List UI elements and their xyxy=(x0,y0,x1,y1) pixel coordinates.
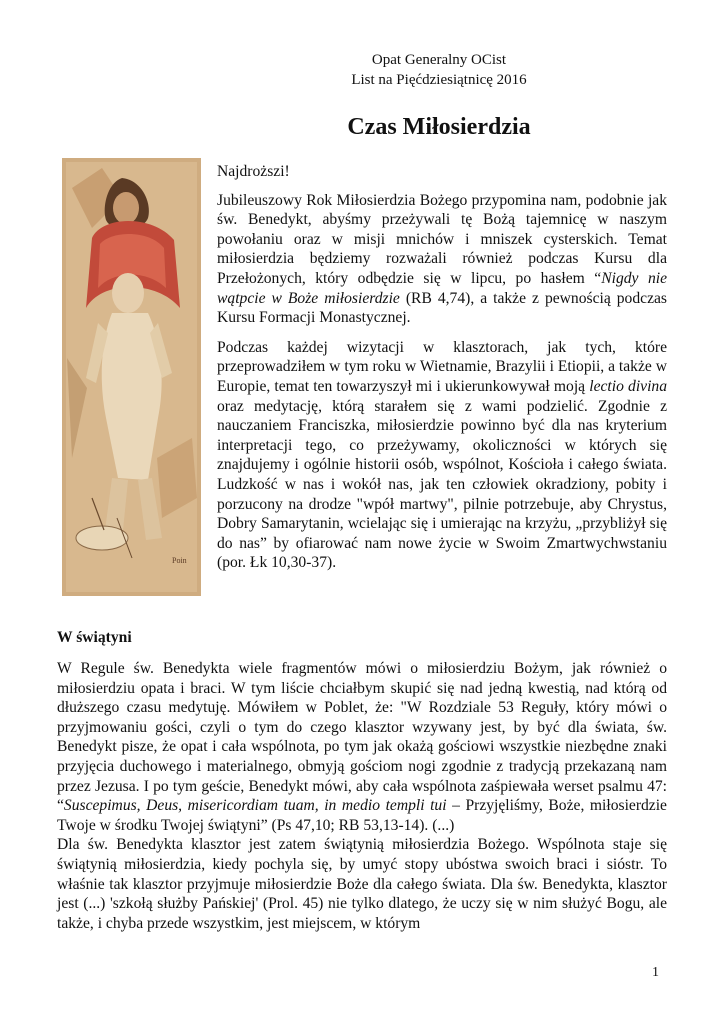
painting-image xyxy=(62,158,201,596)
page-title: Czas Miłosierdzia xyxy=(347,114,531,140)
intro-paragraph-2: Podczas każdej wizytacji w klasztorach, jak tych, które przeprowadziłem w tym roku w Wietnamie, Brazylii i Etiopii, a także w Europie, temat ten towarzyszył mi i ukierunkowywał moją lectio divina oraz medytację, którą starałem się z wami podzielić. Zgodnie z nauczaniem Franciszka, miłosierdzie powinno być dla nas kryterium interpretacji tego, co przeżywamy, okoliczności w których się znajdujemy i ogólnie historii osób, wspólnot, Kościoła i całego świata. Ludzkość w nas i wokół nas, jak ten człowiek okradziony, pobity i porzucony na drodze "wpół martwy", pilnie potrzebuje, aby Chrystus, Dobry Samarytanin, wcielając się i umierając na krzyżu, „przybliżył się do nas” by ofiarować nam nowe życie w Swoim Zmartwychwstaniu (por. Łk 10,30-37). xyxy=(217,338,667,572)
header-subtitle: List na Pięćdziesiątnicę 2016 xyxy=(351,72,527,88)
intro-paragraph-1: Jubileuszowy Rok Miłosierdzia Bożego przypomina nam, podobnie jak św. Benedykt, abyśmy przeżywali tę Bożą tajemnicę w naszym powołaniu oraz w misji mnichów i mniszek cysterskich. Temat miłosierdzia będziemy rozważali również podczas Kursu dla Przełożonych, który odbędzie się w lipcu, po hasłem “Nigdy nie wątpcie w Boże miłosierdzie (RB 4,74), a także z pewnością podczas Kursu Formacji Monastycznej. xyxy=(217,191,668,327)
section-paragraph-2: Dla św. Benedykta klasztor jest zatem świątynią miłosierdzia Bożego. Wspólnota staje się świątynią miłosierdzia, kiedy pochyla się, by umyć stopy ubóstwa swoich braci i sióstr. To właśnie tak klasztor przyjmuje miłosierdzie Boże dla całego świata. Dla św. Benedykta, klasztor jest (...) 'szkołą służby Pańskiej' (Prol. 45) nie tylko dlatego, że uczy się w nim służyć Bogu, ale także, i chyba przede wszystkim, jest miejscem, w którym xyxy=(57,836,667,932)
section-body xyxy=(57,659,667,933)
illustration-painting xyxy=(62,158,201,596)
painting-signature: Poin xyxy=(172,556,187,565)
intro-column xyxy=(217,162,667,583)
section-heading: W świątyni xyxy=(57,629,132,646)
header-author: Opat Generalny OCist xyxy=(371,52,507,68)
page-number: 1 xyxy=(652,965,659,980)
section-paragraph-1: W Regule św. Benedykta wiele fragmentów mówi o miłosierdziu Bożym, jak również o miłosierdziu opata i braci. W tym liście chciałbym skupić się nad jedną kwestią, nad którą od dłuższego czasu medytuję. Mówiłem w Poblet, że: "W Rozdziale 53 Reguły, który mówi o przyjmowaniu gości, czyli o tym do czego klasztor wzywany jest, by być dla świata, św. Benedykt pisze, że opat i cała wspólnota, po tym jak okażą gościowi wszystkie niezbędne znaki przyjęcia duchowego i materialnego, obmyją gościom nogi zgodnie z tradycją przekazaną nam przez Jezusa. I po tym geście, Benedykt mówi, aby cała wspólnota zaśpiewała werset psalmu 47: “Suscepimus, Deus, misericordiam tuam, in medio templi tui – Przyjęliśmy, Boże, miłosierdzie Twoje w środku Twojej świątyni” (Ps 47,10; RB 53,13-14). (...) xyxy=(57,660,667,834)
letter-header xyxy=(300,50,578,90)
greeting: Najdroższi! xyxy=(217,163,290,180)
